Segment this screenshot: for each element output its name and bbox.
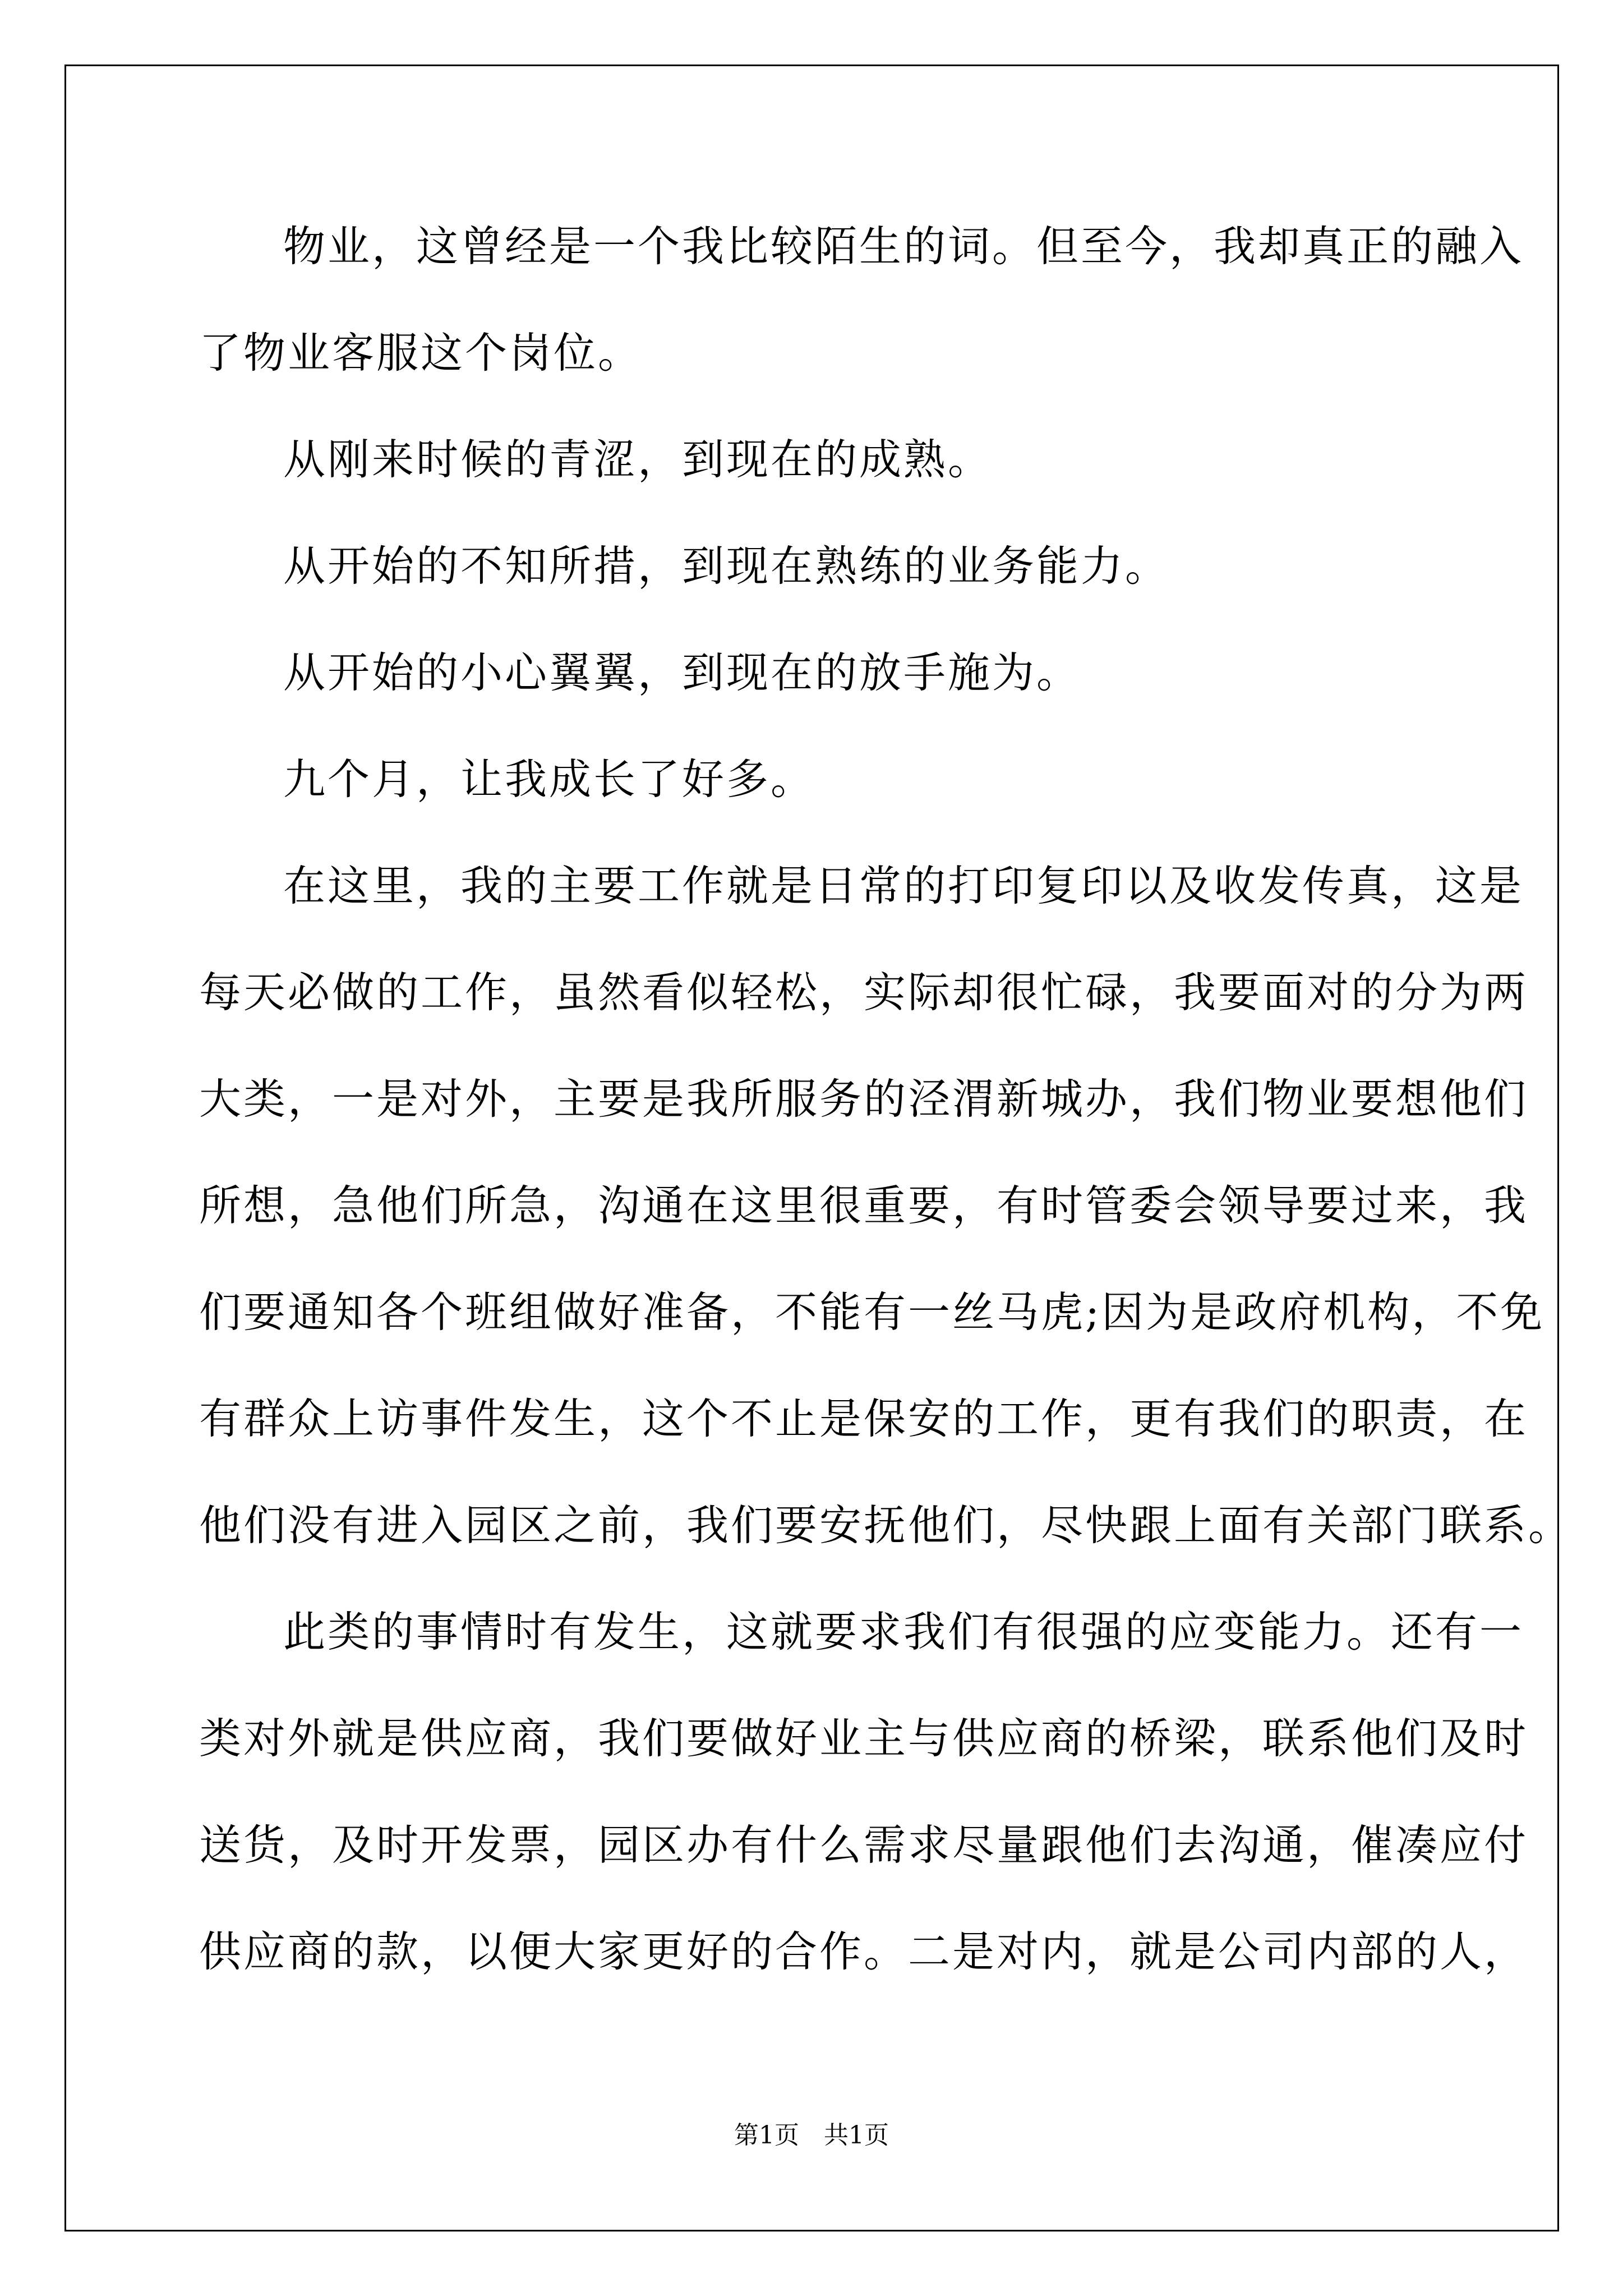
paragraph-line: 所想，急他们所急，沟通在这里很重要，有时管委会领导要过来，我 [199, 1181, 1529, 1230]
paragraph-line: 大类，一是对外，主要是我所服务的泾渭新城办，我们物业要想他们 [199, 1074, 1529, 1124]
paragraph-line: 九个月，让我成长了好多。 [283, 754, 815, 804]
paragraph-line: 每天必做的工作，虽然看似轻松，实际却很忙碌，我要面对的分为两 [199, 968, 1529, 1017]
paragraph-line: 送货，及时开发票，园区办有什么需求尽量跟他们去沟通，催凑应付 [199, 1820, 1529, 1870]
paragraph-line: 他们没有进入园区之前，我们要安抚他们，尽快跟上面有关部门联系。 [199, 1501, 1573, 1550]
paragraph-line: 从开始的不知所措，到现在熟练的业务能力。 [283, 541, 1170, 591]
paragraph-line: 们要通知各个班组做好准备，不能有一丝马虎;因为是政府机构，不免 [199, 1287, 1545, 1337]
paragraph-line: 从刚来时候的青涩，到现在的成熟。 [283, 435, 993, 484]
paragraph-line: 有群众上访事件发生，这个不止是保安的工作，更有我们的职责，在 [199, 1394, 1529, 1443]
paragraph-line: 供应商的款，以便大家更好的合作。二是对内，就是公司内部的人， [199, 1927, 1529, 1976]
page-number-footer: 第1页 共1页 [734, 2121, 889, 2150]
paragraph-line: 类对外就是供应商，我们要做好业主与供应商的桥梁，联系他们及时 [199, 1714, 1529, 1763]
paragraph-line: 从开始的小心翼翼，到现在的放手施为。 [283, 648, 1081, 697]
page-border [64, 65, 1559, 2231]
paragraph-line: 在这里，我的主要工作就是日常的打印复印以及收发传真，这是 [283, 861, 1524, 910]
paragraph-line: 此类的事情时有发生，这就要求我们有很强的应变能力。还有一 [283, 1607, 1524, 1657]
paragraph-line: 物业，这曾经是一个我比较陌生的词。但至今，我却真正的融入 [283, 222, 1524, 271]
paragraph-line: 了物业客服这个岗位。 [199, 328, 643, 378]
